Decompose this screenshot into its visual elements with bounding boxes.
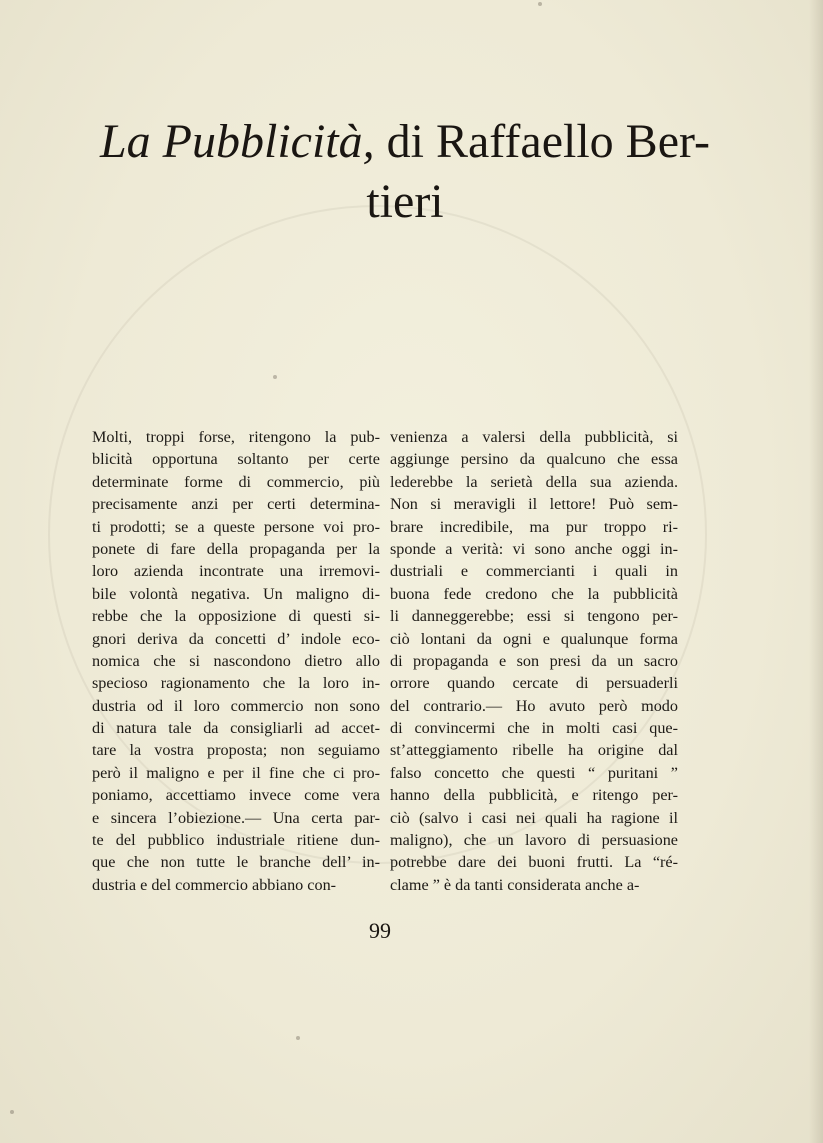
text-line: buona fede credono che la pubblicità bbox=[390, 584, 678, 603]
text-line: potrebbe dare dei buoni frutti. La “ré- bbox=[390, 853, 678, 872]
text-line: lederebbe la serietà della sua azienda. bbox=[390, 472, 678, 491]
text-line: rebbe che la opposizione di questi si- bbox=[92, 607, 380, 626]
page-edge-shadow bbox=[809, 0, 823, 1143]
text-line: specioso ragionamento che la loro in- bbox=[92, 674, 380, 693]
text-line: ti prodotti; se a queste persone voi pro- bbox=[92, 517, 380, 536]
article-title bbox=[60, 112, 750, 232]
text-line: gnori deriva da concetti d’ indole eco- bbox=[92, 629, 380, 648]
text-line: precisamente anzi per certi determina- bbox=[92, 495, 380, 514]
text-line: maligno), che un lavoro di persuasione bbox=[390, 831, 678, 850]
text-line: bile volontà negativa. Un maligno di- bbox=[92, 584, 380, 603]
text-line: li danneggerebbe; essi si tengono per- bbox=[390, 607, 678, 626]
text-line: del contrario.— Ho avuto però modo bbox=[390, 696, 678, 715]
text-line: loro azienda incontrate una irremovi- bbox=[92, 562, 380, 581]
right-text-column bbox=[390, 426, 678, 896]
text-line: dustria e del commercio abbiano con- bbox=[92, 875, 337, 894]
title-line2: tieri bbox=[366, 175, 444, 228]
text-line: st’atteggiamento ribelle ha origine dal bbox=[390, 741, 678, 760]
paper-speck bbox=[538, 2, 542, 6]
title-italic-part: La Pubblicità, bbox=[99, 115, 375, 168]
text-line: Molti, troppi forse, ritengono la pub- bbox=[92, 428, 380, 446]
text-line: que che non tutte le branche dell’ in- bbox=[92, 853, 380, 872]
text-line: ciò lontani da ogni e qualunque forma bbox=[390, 629, 678, 648]
text-line: dustriali e commercianti i quali in bbox=[390, 562, 678, 581]
text-line: brare incredibile, ma pur troppo ri- bbox=[390, 517, 678, 536]
text-line: determinate forme di commercio, più bbox=[92, 472, 380, 491]
text-line: hanno della pubblicità, e ritengo per- bbox=[390, 786, 678, 805]
text-line: di natura tale da consigliarli ad accet- bbox=[92, 719, 380, 738]
text-line: nomica che si nascondono dietro allo bbox=[92, 651, 380, 670]
text-line: ponete di fare della propaganda per la bbox=[92, 539, 380, 558]
paper-speck bbox=[296, 1036, 300, 1040]
text-line: sponde a verità: vi sono anche oggi in- bbox=[390, 539, 678, 558]
text-line: dustria od il loro commercio non sono bbox=[92, 696, 380, 715]
text-line: te del pubblico industriale ritiene dun- bbox=[92, 831, 380, 850]
text-line: ciò (salvo i casi nei quali ha ragione il bbox=[390, 808, 678, 827]
text-line: Non si meravigli il lettore! Può sem- bbox=[390, 495, 678, 514]
text-line: blicità opportuna soltanto per certe bbox=[92, 450, 380, 469]
text-line: poniamo, accettiamo invece come vera bbox=[92, 786, 380, 805]
text-line: venienza a valersi della pubblicità, si bbox=[390, 428, 678, 446]
title-rest-line1: di Raffaello Ber- bbox=[386, 115, 711, 168]
paper-speck bbox=[273, 375, 277, 379]
left-text-column bbox=[92, 426, 380, 896]
text-line: di convincermi che in molti casi que- bbox=[390, 719, 678, 738]
text-line: e sincera l’obiezione.— Una certa par- bbox=[92, 808, 380, 827]
text-line: tare la vostra proposta; non seguiamo bbox=[92, 741, 380, 760]
text-line: clame ” è da tanti considerata anche a- bbox=[390, 875, 640, 894]
text-line: di propaganda e son presi da un sacro bbox=[390, 651, 678, 670]
text-line: falso concetto che questi “ puritani ” bbox=[390, 763, 678, 782]
page-number: 99 bbox=[369, 918, 391, 943]
text-line: però il maligno e per il fine che ci pro- bbox=[92, 763, 380, 782]
paper-speck bbox=[10, 1110, 14, 1114]
text-line: aggiunge persino da qualcuno che essa bbox=[390, 450, 678, 469]
text-line: orrore quando cercate di persuaderli bbox=[390, 674, 678, 693]
